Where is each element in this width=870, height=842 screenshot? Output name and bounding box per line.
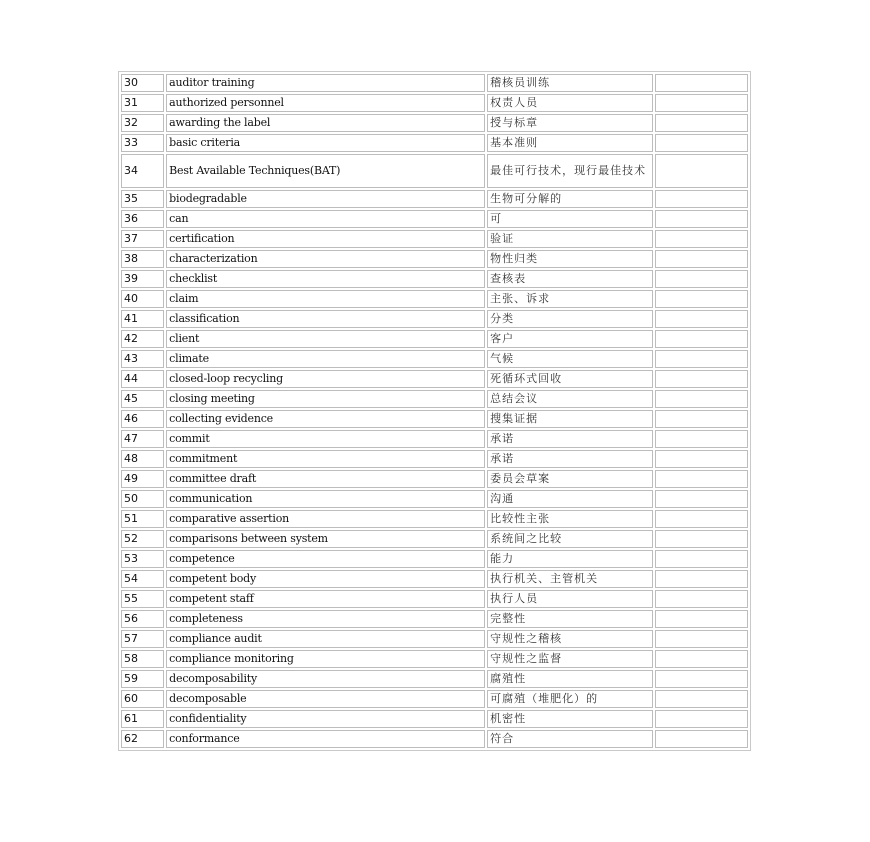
blank-cell	[655, 250, 748, 268]
table-row	[121, 134, 748, 152]
term-number-cell: 62	[121, 730, 164, 748]
blank-cell	[655, 310, 748, 328]
table-row	[121, 270, 748, 288]
english-term-cell: decomposability	[166, 670, 485, 688]
term-number-cell: 59	[121, 670, 164, 688]
chinese-term-cell: 客户	[487, 330, 653, 348]
chinese-term-cell: 腐殖性	[487, 670, 653, 688]
chinese-term-cell: 查核表	[487, 270, 653, 288]
table-row	[121, 390, 748, 408]
table-row	[121, 190, 748, 208]
table-row	[121, 670, 748, 688]
blank-cell	[655, 530, 748, 548]
table-row	[121, 490, 748, 508]
blank-cell	[655, 650, 748, 668]
table-row	[121, 530, 748, 548]
term-number-cell: 31	[121, 94, 164, 112]
blank-cell	[655, 670, 748, 688]
chinese-term-cell: 完整性	[487, 610, 653, 628]
table-row	[121, 74, 748, 92]
english-term-cell: biodegradable	[166, 190, 485, 208]
blank-cell	[655, 510, 748, 528]
term-number-cell: 53	[121, 550, 164, 568]
english-term-cell: collecting evidence	[166, 410, 485, 428]
chinese-term-cell: 执行人员	[487, 590, 653, 608]
term-number-cell: 37	[121, 230, 164, 248]
term-number-cell: 50	[121, 490, 164, 508]
term-number-cell: 42	[121, 330, 164, 348]
term-number-cell: 30	[121, 74, 164, 92]
chinese-term-cell: 沟通	[487, 490, 653, 508]
english-term-cell: authorized personnel	[166, 94, 485, 112]
chinese-term-cell: 比较性主张	[487, 510, 653, 528]
table-row	[121, 350, 748, 368]
term-number-cell: 36	[121, 210, 164, 228]
chinese-term-cell: 承诺	[487, 430, 653, 448]
chinese-term-cell: 机密性	[487, 710, 653, 728]
term-number-cell: 40	[121, 290, 164, 308]
table-row	[121, 570, 748, 588]
english-term-cell: competence	[166, 550, 485, 568]
chinese-term-cell: 分类	[487, 310, 653, 328]
blank-cell	[655, 430, 748, 448]
english-term-cell: decomposable	[166, 690, 485, 708]
english-term-cell: checklist	[166, 270, 485, 288]
blank-cell	[655, 450, 748, 468]
chinese-term-cell: 死循环式回收	[487, 370, 653, 388]
blank-cell	[655, 290, 748, 308]
blank-cell	[655, 630, 748, 648]
blank-cell	[655, 390, 748, 408]
term-number-cell: 56	[121, 610, 164, 628]
english-term-cell: claim	[166, 290, 485, 308]
english-term-cell: confidentiality	[166, 710, 485, 728]
blank-cell	[655, 114, 748, 132]
english-term-cell: comparative assertion	[166, 510, 485, 528]
blank-cell	[655, 370, 748, 388]
chinese-term-cell: 气候	[487, 350, 653, 368]
table-row	[121, 154, 748, 188]
table-row	[121, 510, 748, 528]
chinese-term-cell: 物性归类	[487, 250, 653, 268]
english-term-cell: classification	[166, 310, 485, 328]
term-number-cell: 60	[121, 690, 164, 708]
english-term-cell: can	[166, 210, 485, 228]
english-term-cell: committee draft	[166, 470, 485, 488]
blank-cell	[655, 330, 748, 348]
blank-cell	[655, 350, 748, 368]
blank-cell	[655, 570, 748, 588]
term-number-cell: 58	[121, 650, 164, 668]
term-number-cell: 49	[121, 470, 164, 488]
chinese-term-cell: 可腐殖（堆肥化）的	[487, 690, 653, 708]
chinese-term-cell: 执行机关、主管机关	[487, 570, 653, 588]
table-row	[121, 710, 748, 728]
term-number-cell: 48	[121, 450, 164, 468]
glossary-table-body	[121, 74, 748, 748]
chinese-term-cell: 搜集证据	[487, 410, 653, 428]
table-row	[121, 550, 748, 568]
english-term-cell: Best Available Techniques(BAT)	[166, 154, 485, 188]
table-row	[121, 330, 748, 348]
chinese-term-cell: 系统间之比较	[487, 530, 653, 548]
table-row	[121, 310, 748, 328]
blank-cell	[655, 74, 748, 92]
term-number-cell: 44	[121, 370, 164, 388]
table-row	[121, 230, 748, 248]
term-number-cell: 45	[121, 390, 164, 408]
blank-cell	[655, 270, 748, 288]
table-row	[121, 730, 748, 748]
blank-cell	[655, 590, 748, 608]
term-number-cell: 52	[121, 530, 164, 548]
blank-cell	[655, 410, 748, 428]
term-number-cell: 38	[121, 250, 164, 268]
term-number-cell: 34	[121, 154, 164, 188]
chinese-term-cell: 稽核员训练	[487, 74, 653, 92]
table-row	[121, 630, 748, 648]
chinese-term-cell: 最佳可行技术，现行最佳技术	[487, 154, 653, 188]
table-row	[121, 210, 748, 228]
english-term-cell: closing meeting	[166, 390, 485, 408]
chinese-term-cell: 承诺	[487, 450, 653, 468]
english-term-cell: completeness	[166, 610, 485, 628]
table-row	[121, 590, 748, 608]
chinese-term-cell: 授与标章	[487, 114, 653, 132]
term-number-cell: 54	[121, 570, 164, 588]
english-term-cell: compliance audit	[166, 630, 485, 648]
english-term-cell: basic criteria	[166, 134, 485, 152]
blank-cell	[655, 550, 748, 568]
chinese-term-cell: 符合	[487, 730, 653, 748]
table-row	[121, 610, 748, 628]
term-number-cell: 41	[121, 310, 164, 328]
english-term-cell: compliance monitoring	[166, 650, 485, 668]
term-number-cell: 51	[121, 510, 164, 528]
chinese-term-cell: 可	[487, 210, 653, 228]
english-term-cell: competent body	[166, 570, 485, 588]
blank-cell	[655, 154, 748, 188]
term-number-cell: 61	[121, 710, 164, 728]
table-row	[121, 94, 748, 112]
blank-cell	[655, 690, 748, 708]
term-number-cell: 43	[121, 350, 164, 368]
glossary-table	[118, 71, 751, 751]
term-number-cell: 57	[121, 630, 164, 648]
term-number-cell: 33	[121, 134, 164, 152]
english-term-cell: auditor training	[166, 74, 485, 92]
english-term-cell: commitment	[166, 450, 485, 468]
chinese-term-cell: 权责人员	[487, 94, 653, 112]
table-row	[121, 650, 748, 668]
term-number-cell: 39	[121, 270, 164, 288]
english-term-cell: closed-loop recycling	[166, 370, 485, 388]
chinese-term-cell: 守规性之稽核	[487, 630, 653, 648]
chinese-term-cell: 总结会议	[487, 390, 653, 408]
english-term-cell: client	[166, 330, 485, 348]
table-row	[121, 114, 748, 132]
table-row	[121, 410, 748, 428]
blank-cell	[655, 710, 748, 728]
blank-cell	[655, 134, 748, 152]
chinese-term-cell: 守规性之监督	[487, 650, 653, 668]
english-term-cell: characterization	[166, 250, 485, 268]
chinese-term-cell: 验证	[487, 230, 653, 248]
chinese-term-cell: 基本准则	[487, 134, 653, 152]
blank-cell	[655, 230, 748, 248]
chinese-term-cell: 能力	[487, 550, 653, 568]
english-term-cell: awarding the label	[166, 114, 485, 132]
table-row	[121, 290, 748, 308]
term-number-cell: 35	[121, 190, 164, 208]
table-row	[121, 690, 748, 708]
english-term-cell: conformance	[166, 730, 485, 748]
term-number-cell: 55	[121, 590, 164, 608]
english-term-cell: communication	[166, 490, 485, 508]
blank-cell	[655, 470, 748, 488]
english-term-cell: certification	[166, 230, 485, 248]
chinese-term-cell: 主张、诉求	[487, 290, 653, 308]
blank-cell	[655, 730, 748, 748]
chinese-term-cell: 委员会草案	[487, 470, 653, 488]
term-number-cell: 46	[121, 410, 164, 428]
blank-cell	[655, 190, 748, 208]
english-term-cell: commit	[166, 430, 485, 448]
blank-cell	[655, 94, 748, 112]
blank-cell	[655, 610, 748, 628]
term-number-cell: 32	[121, 114, 164, 132]
term-number-cell: 47	[121, 430, 164, 448]
table-row	[121, 470, 748, 488]
table-row	[121, 430, 748, 448]
english-term-cell: comparisons between system	[166, 530, 485, 548]
table-row	[121, 250, 748, 268]
blank-cell	[655, 210, 748, 228]
chinese-term-cell: 生物可分解的	[487, 190, 653, 208]
english-term-cell: competent staff	[166, 590, 485, 608]
table-row	[121, 370, 748, 388]
english-term-cell: climate	[166, 350, 485, 368]
blank-cell	[655, 490, 748, 508]
table-row	[121, 450, 748, 468]
